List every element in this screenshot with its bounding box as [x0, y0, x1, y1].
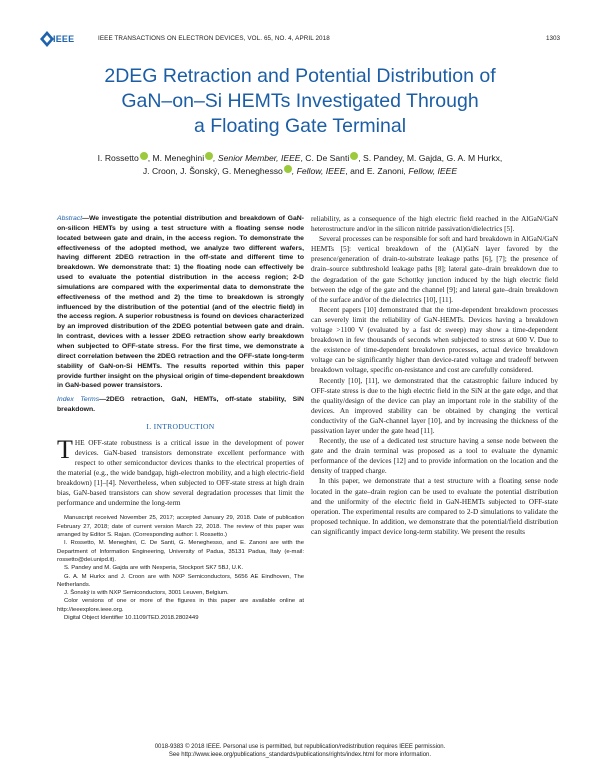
footnote: Color versions of one or more of the figures in this paper are available online at http://ieeexplore.ieee.org. — [57, 598, 304, 613]
page-header — [40, 30, 560, 52]
section-heading-intro: I. INTRODUCTION — [146, 421, 215, 431]
right-column — [311, 214, 558, 537]
index-terms — [57, 395, 304, 415]
author-3: , C. De Santi — [300, 153, 350, 163]
body-paragraph: Recently [10], [11], we demonstrated that the catastrophic failure induced by OFF-state stress is due to the high electric field in the SiN at the gate edge, and that the quality/design of the device can play an important role in the stability of the devices. An improved stability can be obtained by changing the vertical conductivity of the GaN-channel layer [10], and by increasing the thickness of the passivation layer under the gate head [11]. — [311, 375, 558, 435]
body-paragraph: Recent papers [10] demonstrated that the time-dependent breakdown processes can severely limit the reliability of GaN-HEMTs. Devices having a breakdown voltage >1100 V (evaluated by a fast dc sweep) may show a time-dependent breakdown in few thousands of seconds when subjected to stress at 600 V. Due to the existence of time-dependent breakdown processes, actual device breakdown voltage can be significantly higher than device-rated voltage and tradeoff between breakdown voltage, specific on-resistance and cost are carefully considered. — [311, 304, 558, 375]
body-paragraph: Recently, the use of a dedicated test structure having a sense node between the gate and the drain terminal was proposed as a tool to evaluate the dynamic performance of the devices [12] and to provide information on the location and the density of trapped charge. — [311, 436, 558, 476]
author-line-1 — [40, 152, 560, 165]
abstract — [57, 214, 304, 391]
author-2-grade: , Senior Member, IEEE — [213, 153, 301, 163]
copyright-line-1: 0018-9383 © 2018 IEEE. Personal use is permitted, but republication/redistribution requires IEEE permission. — [154, 744, 446, 750]
index-terms-text: —2DEG retraction, GaN, HEMTs, off-state stability, SiN breakdown. — [57, 396, 304, 414]
footnote: S. Pandey and M. Gajda are with Nexperia, Stockport SK7 5BJ, U.K. — [64, 565, 244, 572]
paper-title — [40, 64, 560, 139]
footnote: J. Šonský is with NXP Semiconductors, 3001 Leuven, Belgium. — [64, 590, 229, 597]
abstract-text: —We investigate the potential distribution and breakdown of GaN-on-silicon HEMTs by using a test structure with a floating sense node located between gate and drain, in the access region. To demonstrate the effectiveness of the adopted method, we analyze two different wafers, having different 2DEG retraction in the off-state and different time to breakdown. We demonstrate that: 1) the floating node can effectively be used to evaluate the potential distribution in the access region; 2-D simulations are compared with the experimental data to demonstrate the effectiveness of the method and 2) the time to breakdown is strongly influenced by the distribution of the potential (and of the electric field) in the access region. A superior robustness is found on devices characterized by an improved distribution of the 2DEG potential between gate and drain. In contrast, devices with a lesser 2DEG retraction show early breakdown when subjected to OFF-state stress. For the first time, we demonstrate a direct correlation between the 2DEG retraction and the OFF-state long-term stability of GaN-on-Si HEMTs. The results reported within this paper provide further insight on the physical origin of time-dependent breakdown in GaN-based power transistors. — [57, 215, 304, 390]
left-column — [57, 214, 304, 622]
intro-paragraph — [57, 434, 304, 509]
logo-text: IEEE — [53, 34, 75, 44]
ieee-diamond-icon — [40, 31, 54, 47]
footnote: I. Rossetto, M. Meneghini, C. De Santi, G. Meneghesso, and E. Zanoni are with the Department of Information Engineering, University of Padua, 35131 Padua, Italy (e-mail: rossetto@dei.unipd.it). — [57, 540, 304, 563]
copyright-footer — [40, 743, 560, 759]
orcid-icon[interactable] — [284, 165, 292, 173]
author-2: , M. Meneghini — [147, 153, 205, 163]
author-1: I. Rossetto — [97, 153, 139, 163]
page-number: 1303 — [545, 35, 560, 42]
author-6-grade: , Fellow, IEEE — [403, 166, 458, 176]
intro-text: HE OFF-state robustness is a critical issue in the development of power devices. GaN-based transistors demonstrate excellent performance with respect to other semiconductor devices thanks to the electrical properties of the material (e.g., the wide bandgap, high-electron mobility, and a high electric-field breakdown) [1]–[4]. Nevertheless, when subjected to OFF-state stress at high drain bias, GaN-based transistors can show several degradation processes that limit the performance and undermine the long-term — [57, 437, 304, 508]
footnote: G. A. M Hurkx and J. Croon are with NXP Semiconductors, 5656 AE Eindhoven, The Netherlands. — [57, 573, 304, 588]
footnotes — [57, 514, 304, 622]
body-paragraph: Several processes can be responsible for soft and hard breakdown in AlGaN/GaN HEMTs [5]: vertical breakdown of the (Al)GaN layer favored by the presence/generation of drain-to-substrate leakage paths [6], [7]; the presence of drain–source subthreshold leakage paths [8]; lateral gate–drain breakdown due to the degradation of the gate Schottky junction induced by the high electric field between the edge of the gate and the channel [9]; and lateral gate–drain breakdown of the surface and/or of the dielectrics [10], [11]. — [311, 234, 558, 304]
footnote: Manuscript received November 25, 2017; accepted January 29, 2018. Date of publication February 27, 2018; date of current version March 22, 2018. The review of this paper was arranged by Editor S. Rajan. (Corresponding author: I. Rossetto.) — [57, 515, 304, 539]
title-line-1: 2DEG Retraction and Potential Distribution of — [104, 65, 496, 87]
author-list — [40, 152, 560, 178]
orcid-icon[interactable] — [205, 152, 213, 160]
orcid-icon[interactable] — [140, 152, 148, 160]
drop-cap: T — [57, 434, 73, 464]
author-5-grade: , Fellow, IEEE — [291, 166, 346, 176]
author-6: , and E. Zanoni — [345, 166, 404, 176]
author-5: J. Croon, J. Šonský, G. Meneghesso — [142, 166, 283, 176]
index-terms-lead: Index Terms — [57, 396, 100, 404]
footnote-doi: Digital Object Identifier 10.1109/TED.2018.2802449 — [64, 615, 199, 622]
body-paragraph: In this paper, we demonstrate that a test structure with a floating sense node located in the gate–drain region can be used to evaluate the potential distribution and the uniformity of the electric field in GaN-HEMTs subjected to OFF-state operation. The experimental results are compared to 2-D simulations to validate the proposed technique. In addition, we demonstrate that the potential/field distribution can significantly impact device long-term stability. We present the results — [311, 476, 558, 536]
ieee-logo — [40, 30, 90, 50]
abstract-lead: Abstract — [57, 215, 83, 222]
journal-line: IEEE TRANSACTIONS ON ELECTRON DEVICES, VOL. 65, NO. 4, APRIL 2018 — [98, 35, 330, 42]
body-paragraph: reliability, as a consequence of the high electric field reached in the AlGaN/GaN heterostructure and/or in the silicon nitride passivation/dielectrics [5]. — [311, 214, 558, 234]
copyright-line-2: See http://www.ieee.org/publications_standards/publications/rights/index.html for more information. — [168, 752, 432, 758]
title-line-3: a Floating Gate Terminal — [193, 115, 407, 137]
author-line-2 — [40, 165, 560, 178]
author-4: , S. Pandey, M. Gajda, G. A. M Hurkx, — [358, 153, 503, 163]
title-line-2: GaN–on–Si HEMTs Investigated Through — [121, 90, 479, 112]
